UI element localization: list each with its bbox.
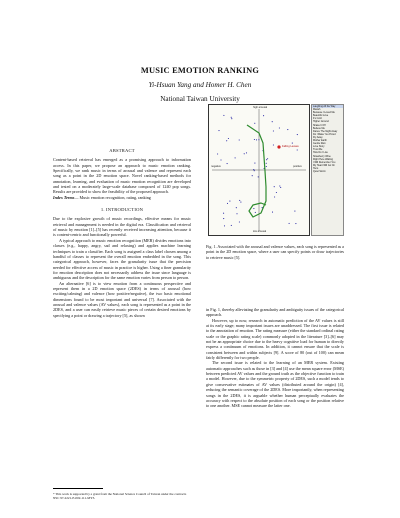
song-point bbox=[229, 201, 230, 202]
song-point bbox=[274, 186, 275, 187]
song-point bbox=[266, 166, 267, 167]
footnote bbox=[53, 488, 193, 500]
song-point bbox=[258, 139, 259, 140]
song-point bbox=[256, 139, 257, 140]
song-point bbox=[236, 207, 237, 208]
index-terms-label: Index Terms bbox=[53, 194, 75, 200]
paper-authors: Yi-Hsuan Yang and Homer H. Chen bbox=[148, 81, 252, 89]
song-list-item[interactable]: Fly Away bbox=[313, 135, 323, 139]
user-trajectory[interactable] bbox=[247, 125, 266, 217]
song-point bbox=[297, 134, 298, 135]
emotion-space-plot[interactable] bbox=[208, 104, 310, 236]
index-terms-text: — Music emotion recognition, rating, ranking bbox=[74, 194, 151, 200]
song-list-item[interactable]: Right Here Waiting bbox=[313, 157, 333, 161]
intro-paragraph: An alternative [6] is to view emotion from a continuous perspective and represent them in a 2D emotion space (2DES) in terms of arousal (how exciting/calming) and valence (how positive/negative), the two basic emotional dimensions found to be most important and universal [7]. Associated with the arousal and valence values (AV values), each song is represented as a point in the 2DES, and a user can easily retrieve music pieces of certain desired emotions by specifying a point or drawing a trajectory [5], as shown bbox=[53, 280, 191, 318]
axis-label-top: high arousal bbox=[253, 106, 268, 109]
song-point bbox=[273, 144, 274, 145]
song-point bbox=[267, 158, 268, 159]
abstract-text: Content-based retrieval has emerged as a promising approach to information access. In this paper, we propose an approach to music emotion ranking. Specifically, we rank music in terms of arousal and valence and represent each song as a point in the 2D emotion space. Novel ranking-based methods for annotation, learning, and evaluation of music emotion recognition are developed and tested on a moderately large-scale database composed of 1240 pop songs. Results are provided to show the feasibility of the proposed approach. bbox=[53, 157, 191, 195]
introduction-heading: 1. INTRODUCTION bbox=[100, 207, 144, 213]
song-point bbox=[258, 176, 259, 177]
song-list-item[interactable]: Mother Earth bbox=[313, 139, 327, 143]
song-point bbox=[239, 221, 240, 222]
song-point bbox=[231, 225, 232, 226]
song-point bbox=[235, 157, 236, 158]
song-point bbox=[231, 118, 232, 119]
song-point bbox=[272, 121, 273, 122]
footnote-text: * This work is supported by a grant from the National Science Council of Taiwan under the contracts NSC 97-2221-E-002-111-MY3. bbox=[53, 492, 187, 501]
song-point bbox=[223, 115, 224, 116]
paper-title: MUSIC EMOTION RANKING bbox=[140, 66, 260, 75]
song-list-item[interactable]: Quiet Storm bbox=[313, 169, 326, 173]
song-point bbox=[294, 211, 295, 212]
song-list-panel[interactable] bbox=[311, 104, 344, 236]
song-point bbox=[274, 196, 275, 197]
song-point bbox=[266, 159, 267, 160]
song-point bbox=[246, 152, 247, 153]
left-column bbox=[53, 148, 191, 318]
song-list-item[interactable]: I Will Remember You bbox=[313, 160, 336, 164]
song-point bbox=[244, 153, 245, 154]
song-point bbox=[254, 139, 255, 140]
axis-label-right: positive bbox=[293, 165, 302, 168]
intro-paragraph: Due to the explosive growth of music recordings, effective means for music retrieval and management is needed in the digital era. Classification and retrieval of music by emotion [1]–[5] has recently received increasing attention, because it is content-centric and functionally powerful. bbox=[53, 216, 191, 238]
footnote-rule bbox=[53, 488, 103, 489]
song-point bbox=[236, 213, 237, 214]
emotion-space-svg bbox=[209, 105, 309, 235]
song-point bbox=[255, 212, 256, 213]
song-list-item[interactable]: My Heart Will Go On bbox=[313, 163, 335, 167]
song-point bbox=[223, 213, 224, 214]
song-point bbox=[280, 187, 281, 188]
song-point bbox=[297, 149, 298, 150]
selected-song-label: Falling Leaves bbox=[282, 145, 299, 148]
song-point bbox=[253, 208, 254, 209]
song-point bbox=[218, 130, 219, 131]
selected-song-point[interactable] bbox=[277, 145, 280, 148]
song-list-item[interactable]: How Do I Live bbox=[313, 151, 328, 155]
song-point bbox=[217, 153, 218, 154]
song-point bbox=[252, 175, 253, 176]
song-point bbox=[227, 163, 228, 164]
right-column bbox=[206, 307, 344, 409]
song-point bbox=[279, 127, 280, 128]
song-point bbox=[253, 169, 254, 170]
figure-1 bbox=[208, 104, 342, 244]
song-point bbox=[231, 117, 232, 118]
figure-caption: Fig. 1. Associated with the arousal and valence values, each song is represented as a point in the 2D emotion space, where a user can specify points or draw trajectories to retrieve music [5]. bbox=[206, 244, 344, 260]
song-point bbox=[226, 140, 227, 141]
body-paragraph: in Fig. 1, thereby alleviating the granularity and ambiguity issues of the categorical approach. bbox=[206, 307, 344, 318]
song-list-item[interactable]: Trust Me bbox=[313, 148, 323, 152]
song-point bbox=[292, 143, 293, 144]
song-point bbox=[276, 192, 277, 193]
song-list-item[interactable]: Gentle Rain bbox=[313, 142, 326, 146]
song-point bbox=[266, 163, 267, 164]
song-point bbox=[254, 170, 255, 171]
axis-label-bottom: low arousal bbox=[253, 230, 267, 233]
song-list-item[interactable]: Laughing All the Way bbox=[312, 105, 343, 108]
song-list-item[interactable]: Beautiful Love bbox=[313, 114, 329, 118]
song-point bbox=[263, 115, 264, 116]
song-point bbox=[239, 139, 240, 140]
song-list-item[interactable]: Believe Me bbox=[313, 126, 325, 130]
abstract-heading: ABSTRACT bbox=[109, 148, 135, 153]
song-list-item[interactable]: Higher Ground bbox=[313, 120, 329, 124]
song-point bbox=[273, 130, 274, 131]
song-point bbox=[240, 202, 241, 203]
song-point bbox=[289, 223, 290, 224]
song-point bbox=[227, 203, 228, 204]
song-point bbox=[272, 212, 273, 213]
song-list-item[interactable]: Mariah bbox=[313, 108, 321, 112]
song-point bbox=[279, 185, 280, 186]
song-point bbox=[220, 159, 221, 160]
song-list-item[interactable]: Dance The Night Away bbox=[313, 129, 338, 133]
song-point bbox=[239, 200, 240, 201]
song-point bbox=[287, 129, 288, 130]
body-paragraph: However, up to now, research in automatic prediction of the AV values is still at its early stage; many important issues are unaddressed. The first issue is related to the annotation of emotion. The rating measure (either the standard ordinal rating scale or the graphic rating scale) commonly adopted in the literature [3]–[6] may not be an appropriate choice due to the heavy cognitive load for human to directly express a continuum of emotions. In addition, it cannot ensure that the scale is consistent between and within subjects [9]. A score of 80 (out of 100) can mean fairly differently for two people. bbox=[206, 317, 344, 361]
song-point bbox=[254, 123, 255, 124]
song-point bbox=[228, 138, 229, 139]
song-point bbox=[254, 163, 255, 164]
body-paragraph: The second issue is related to the learning of an MER system. Existing automatic approaches such as those in [3] and [4] use the mean square error (MSE) between predicted AV values and the ground truth as the objective function to train a model. However, due to the symmetric property of 2DES, such a model tends to give conservative estimates of AV values (distributed around the origin) [4], reducing the semantic coverage of the 2DES. More importantly, when representing songs in the 2DES, it is arguable whether human perceptually evaluates the accuracy with respect to the absolute position of each song or the position relative to one another. MSE cannot measure the latter one. bbox=[206, 360, 344, 409]
song-point bbox=[295, 223, 296, 224]
song-point bbox=[223, 218, 224, 219]
song-list-item[interactable]: Shake It Off bbox=[313, 123, 326, 127]
axis-label-left: negative bbox=[211, 165, 221, 168]
intro-paragraph: A typical approach to music emotion recognition (MER) divides emotions into classes (e.g., happy, angry, sad and relaxing) and applies machine learning techniques to train a classifier. Each song is assigned a class label chosen among a handful of classes to represent the overall emotion embedded in the song. This categorical approach, however, faces the granularity issue that the precision needed for effective access of music in practice is higher. Using a finer granularity for emotion description does not necessarily address the issue since language is ambiguous and the description for the same emotion varies from person to person. bbox=[53, 237, 191, 281]
paper-affiliation: National Taiwan University bbox=[160, 95, 240, 103]
song-point bbox=[224, 225, 225, 226]
index-terms bbox=[53, 195, 191, 200]
song-list-item[interactable]: Strawberry Wine bbox=[313, 154, 331, 158]
song-list-item[interactable]: Hero bbox=[313, 166, 319, 170]
song-list-item[interactable]: It's Cold bbox=[313, 117, 322, 121]
song-list-item[interactable]: Because I Loved Me bbox=[313, 111, 335, 115]
song-list-item[interactable]: Do I Make You Proud bbox=[313, 132, 336, 136]
song-list-item[interactable]: Love Story bbox=[313, 145, 325, 149]
